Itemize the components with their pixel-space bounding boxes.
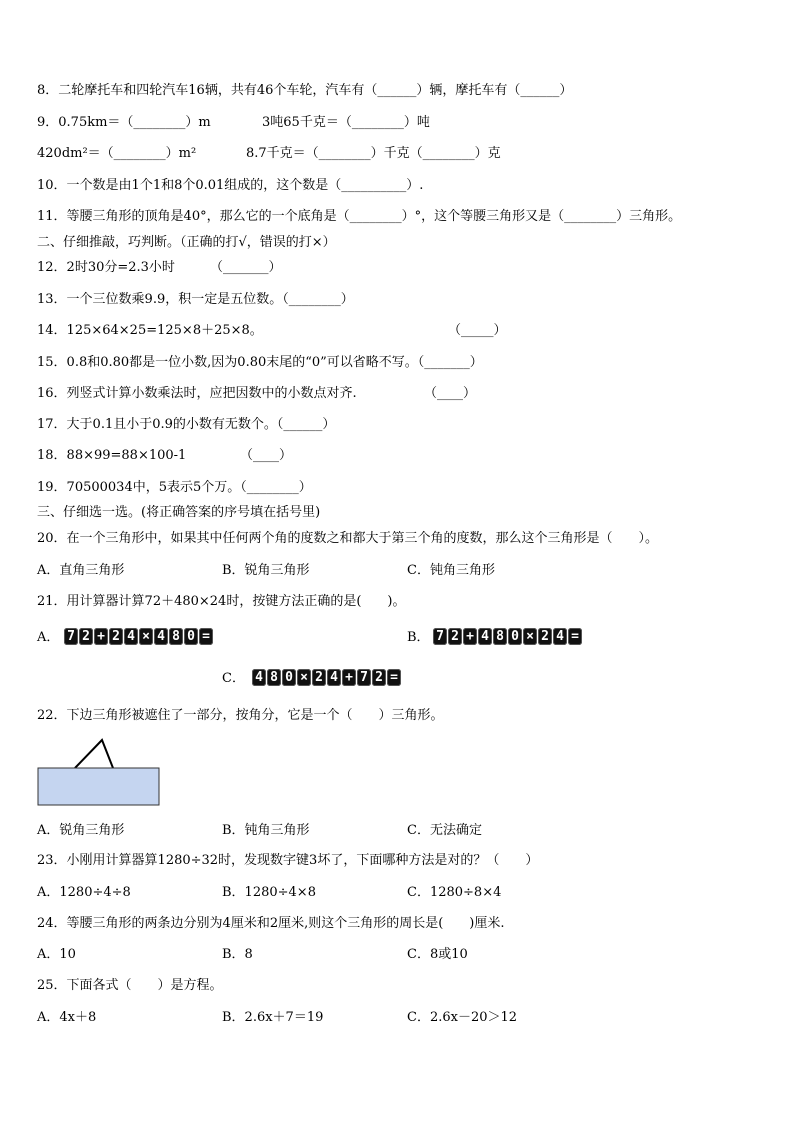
calculator-key: + [342, 669, 356, 686]
question-21-option-b-keys [433, 628, 582, 645]
calculator-key: 2 [79, 628, 93, 645]
question-24: 24．等腰三角形的两条边分别为4厘米和2厘米,则这个三角形的周长是( )厘米. [37, 916, 505, 931]
question-14-answer-blank: （_____） [448, 323, 507, 338]
question-25: 25．下面各式（ ）是方程。 [37, 978, 223, 993]
calculator-key: = [387, 669, 401, 686]
question-24-option-a: A．10 [37, 947, 76, 962]
question-23: 23．小刚用计算器算1280÷32时，发现数字键3坏了，下面哪种方法是对的？（ ） [37, 853, 539, 868]
question-20-option-b: B．锐角三角形 [222, 563, 310, 578]
question-12-answer-blank: （_______） [210, 260, 282, 275]
question-18: 18．88×99=88×100-1 [37, 448, 187, 463]
triangle-apex [75, 740, 113, 768]
question-10: 10．一个数是由1个1和8个0.01组成的，这个数是（__________）. [37, 178, 424, 193]
calculator-key: × [139, 628, 153, 645]
question-9-part-b: 3吨65千克＝（________）吨 [262, 115, 430, 130]
question-12: 12．2时30分=2.3小时 [37, 260, 175, 275]
question-21-option-c-label: C． [222, 671, 245, 686]
covered-triangle-figure [36, 736, 162, 808]
calculator-key: 8 [169, 628, 183, 645]
calculator-key: 2 [538, 628, 552, 645]
calculator-key: 2 [372, 669, 386, 686]
calculator-key: 4 [478, 628, 492, 645]
calculator-key: 4 [327, 669, 341, 686]
question-20: 20．在一个三角形中，如果其中任何两个角的度数之和都大于第三个角的度数，那么这个三角形是（ ）。 [37, 531, 659, 546]
question-21-option-a-keys [64, 628, 213, 645]
question-16-answer-blank: （____） [424, 386, 477, 401]
calculator-key: 2 [312, 669, 326, 686]
question-22-option-a: A．锐角三角形 [37, 823, 125, 838]
question-9-part-a: 9．0.75km＝（________）m [37, 115, 211, 130]
calculator-key: 7 [64, 628, 78, 645]
question-20-option-a: A．直角三角形 [37, 563, 125, 578]
calculator-key: 0 [184, 628, 198, 645]
calculator-key: 0 [508, 628, 522, 645]
question-19: 19．70500034中，5表示5个万。（________） [37, 480, 312, 495]
question-13: 13．一个三位数乘9.9，积一定是五位数。（________） [37, 292, 354, 307]
calculator-key: × [297, 669, 311, 686]
section-2-heading: 二、仔细推敲，巧判断。（正确的打√，错误的打×） [37, 235, 336, 250]
calculator-key: = [199, 628, 213, 645]
question-20-option-c: C．钝角三角形 [407, 563, 495, 578]
calculator-key: × [523, 628, 537, 645]
calculator-key: 4 [154, 628, 168, 645]
calculator-key: 7 [433, 628, 447, 645]
question-25-option-b: B．2.6x＋7＝19 [222, 1010, 324, 1025]
calculator-key: 0 [282, 669, 296, 686]
question-23-option-b: B．1280÷4×8 [222, 885, 316, 900]
calculator-key: 2 [109, 628, 123, 645]
question-23-option-c: C．1280÷8×4 [407, 885, 502, 900]
question-21-option-a-label: A． [37, 630, 60, 645]
calculator-key: 4 [553, 628, 567, 645]
question-23-option-a: A．1280÷4÷8 [37, 885, 131, 900]
question-14: 14．125×64×25=125×8＋25×8。 [37, 323, 263, 338]
question-25-option-c: C．2.6x－20＞12 [407, 1010, 518, 1025]
cover-rectangle [38, 768, 159, 805]
question-16: 16．列竖式计算小数乘法时，应把因数中的小数点对齐. [37, 386, 357, 401]
section-3-heading: 三、仔细选一选。(将正确答案的序号填在括号里) [37, 505, 321, 520]
calculator-key: 8 [267, 669, 281, 686]
question-8: 8．二轮摩托车和四轮汽车16辆，共有46个车轮，汽车有（______）辆，摩托车有（______） [37, 83, 573, 98]
question-9-part-c: 420dm²＝（________）m² [37, 146, 197, 161]
question-21: 21．用计算器计算72＋480×24时，按键方法正确的是( )。 [37, 594, 406, 609]
question-15: 15．0.8和0.80都是一位小数,因为0.80末尾的“0”可以省略不写。（_______） [37, 355, 483, 370]
question-25-option-a: A．4x＋8 [37, 1010, 97, 1025]
question-22-option-b: B．钝角三角形 [222, 823, 310, 838]
calculator-key: 2 [448, 628, 462, 645]
question-11: 11．等腰三角形的顶角是40°，那么它的一个底角是（________）°，这个等腰三角形又是（________）三角形。 [37, 209, 682, 224]
calculator-key: = [568, 628, 582, 645]
question-21-option-c-keys [252, 669, 401, 686]
question-18-answer-blank: （____） [240, 448, 293, 463]
question-24-option-b: B．8 [222, 947, 253, 962]
question-22: 22．下边三角形被遮住了一部分，按角分，它是一个（ ）三角形。 [37, 708, 444, 723]
calculator-key: + [94, 628, 108, 645]
question-22-option-c: C．无法确定 [407, 823, 482, 838]
calculator-key: 8 [493, 628, 507, 645]
calculator-key: 4 [124, 628, 138, 645]
question-21-option-b-label: B． [407, 630, 430, 645]
calculator-key: + [463, 628, 477, 645]
question-24-option-c: C．8或10 [407, 947, 468, 962]
calculator-key: 4 [252, 669, 266, 686]
question-17: 17．大于0.1且小于0.9的小数有无数个。（______） [37, 417, 336, 432]
calculator-key: 7 [357, 669, 371, 686]
question-9-part-d: 8.7千克＝（________）千克（________）克 [246, 146, 501, 161]
